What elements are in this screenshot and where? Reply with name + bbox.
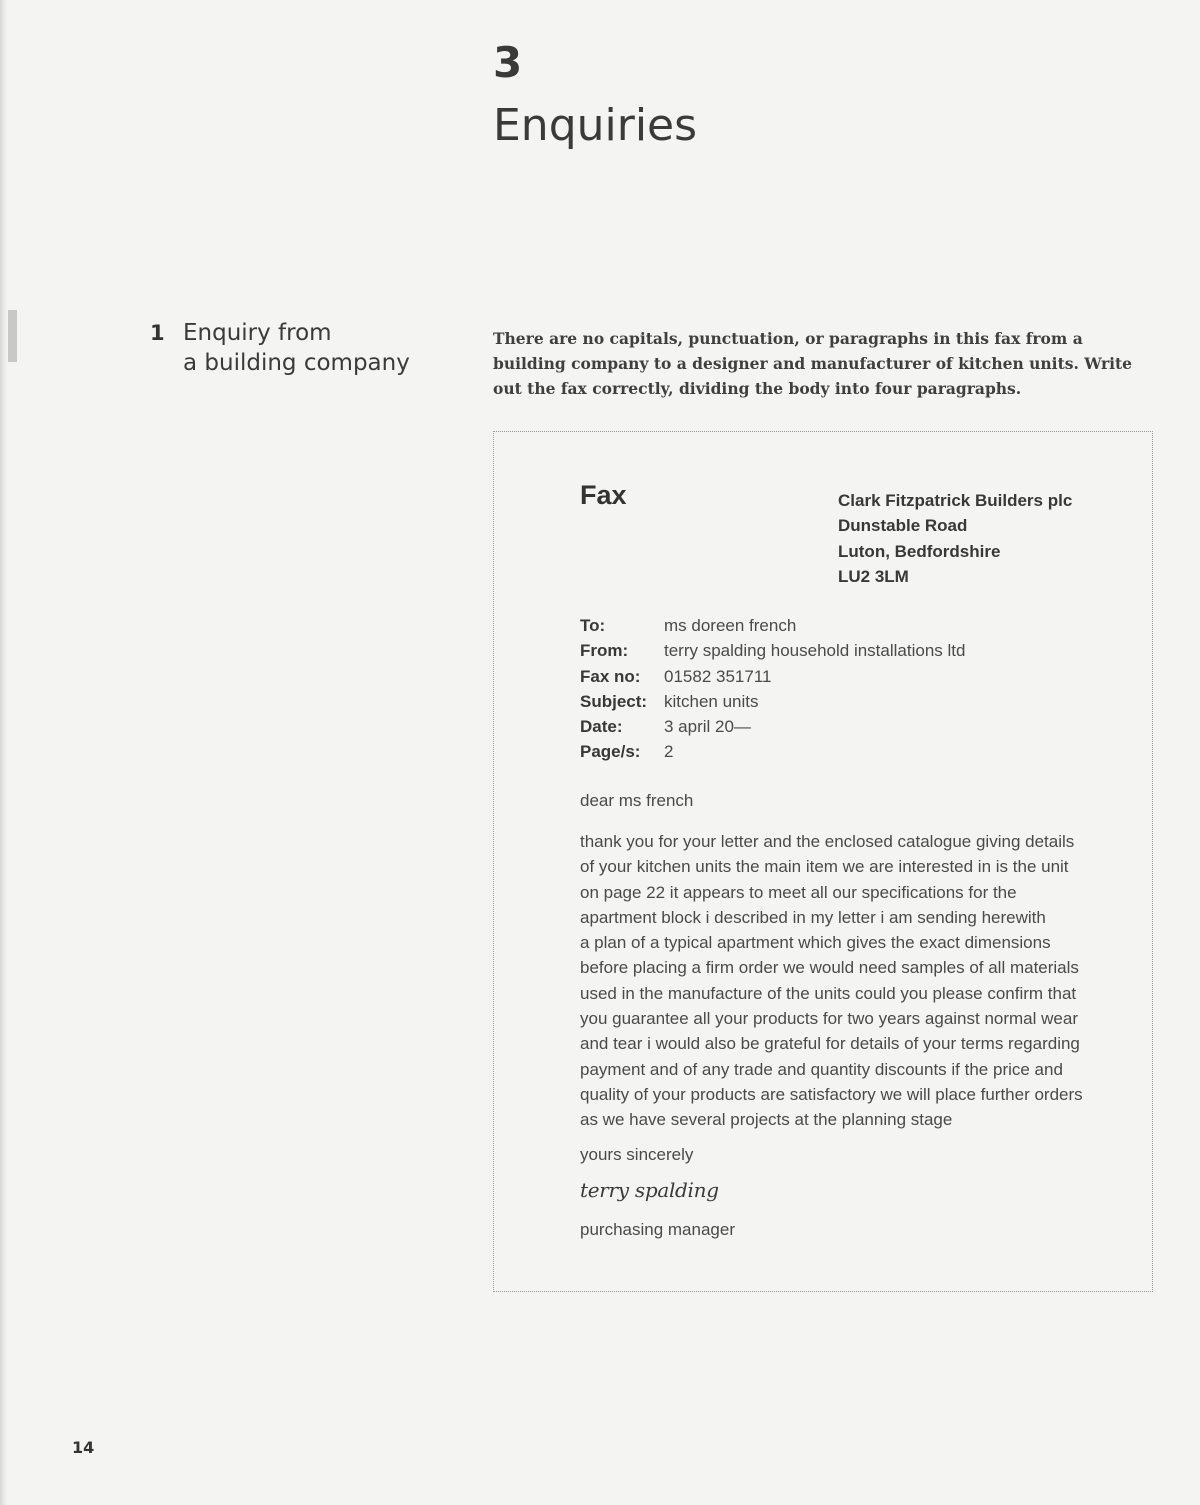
field-label: From: — [580, 641, 629, 661]
field-value: 2 — [664, 742, 674, 762]
body-line: used in the manufacture of the units could you please confirm that — [580, 983, 1077, 1003]
field-label: To: — [580, 616, 606, 635]
field-value: kitchen units — [664, 691, 759, 711]
field-label: Date: — [580, 717, 623, 737]
fax-body — [580, 829, 1140, 1133]
body-line: you guarantee all your products for two years against normal wear — [580, 1009, 1078, 1029]
field-label: Subject: — [580, 691, 648, 711]
gutter-mark — [8, 310, 17, 362]
body-line: apartment block i described in my letter i am sending herewith — [580, 907, 1046, 927]
address-line: Clark Fitzpatrick Builders plc — [838, 491, 1073, 510]
address-line: Dunstable Road — [838, 516, 968, 536]
body-line: a plan of a typical apartment which gives the exact dimensions — [580, 933, 1051, 953]
body-line: as we have several projects at the planning stage — [580, 1110, 953, 1130]
address-line: LU2 3LM — [838, 566, 909, 586]
body-line: payment and of any trade and quantity discounts if the price and — [580, 1059, 1063, 1079]
sender-position: purchasing manager — [580, 1220, 735, 1239]
field-value: ms doreen french — [664, 616, 797, 635]
field-label: Fax no: — [580, 666, 641, 686]
body-line: thank you for your letter and the enclosed catalogue giving details — [580, 832, 1075, 851]
fax-field-from — [580, 638, 965, 663]
address-line: Luton, Bedfordshire — [838, 541, 1001, 561]
field-value: 01582 351711 — [664, 666, 772, 686]
fax-header-fields — [580, 613, 965, 765]
exercise-number: 1 — [150, 321, 165, 345]
field-label: Page/s: — [580, 742, 641, 762]
exercise-title — [183, 318, 443, 378]
exercise-title-line: a building company — [183, 350, 410, 376]
fax-salutation: dear ms french — [580, 791, 694, 810]
sender-address — [838, 488, 1072, 589]
exercise-instructions: There are no capitals, punctuation, or paragraphs in this fax from a building company to a designer and manufacturer of kitchen units. Write out the fax correctly, dividing the body into four paragraphs. — [493, 329, 1133, 398]
field-value: terry spalding household installations ltd — [664, 641, 966, 661]
fax-field-fax-no — [580, 664, 965, 689]
page-gutter-shadow — [0, 0, 8, 1505]
fax-document — [493, 431, 1153, 1292]
exercise-title-line: Enquiry from — [183, 320, 332, 346]
fax-field-to — [580, 613, 965, 638]
page-number: 14 — [72, 1438, 95, 1457]
fax-closing: yours sincerely — [580, 1145, 694, 1164]
chapter-number: 3 — [493, 38, 523, 87]
handwritten-signature: terry spalding — [580, 1178, 719, 1202]
body-line: of your kitchen units the main item we are interested in is the unit — [580, 857, 1069, 877]
body-line: on page 22 it appears to meet all our specifications for the — [580, 882, 1017, 902]
body-line: before placing a firm order we would need samples of all materials — [580, 958, 1079, 978]
fax-field-subject — [580, 689, 965, 714]
body-line: quality of your products are satisfactory we will place further orders — [580, 1084, 1083, 1104]
chapter-title: Enquiries — [493, 100, 698, 151]
body-line: and tear i would also be grateful for details of your terms regarding — [580, 1034, 1080, 1054]
fax-field-date — [580, 714, 965, 739]
fax-heading: Fax — [580, 480, 627, 510]
field-value: 3 april 20— — [664, 717, 751, 737]
fax-field-pages — [580, 739, 965, 764]
